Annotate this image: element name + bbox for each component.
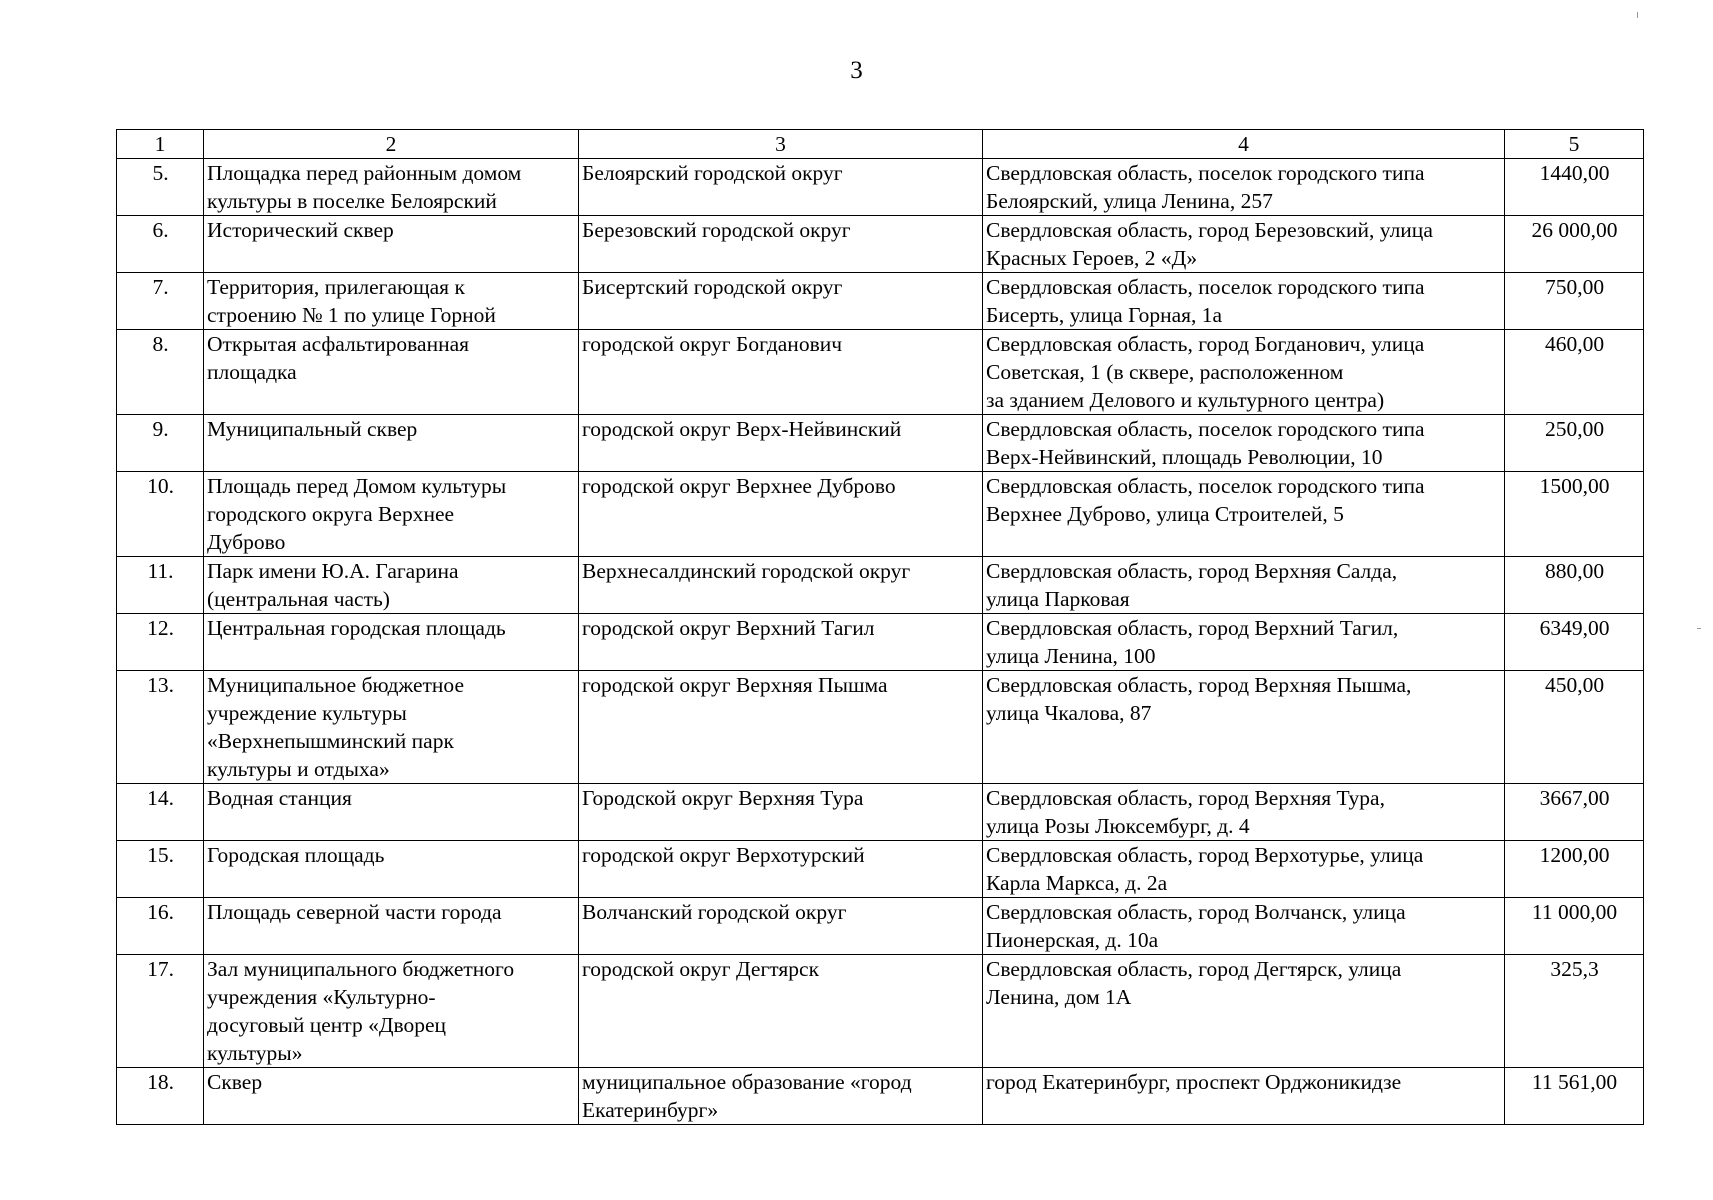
municipality-cell-line: Белоярский городской округ bbox=[582, 161, 843, 185]
object-name-cell-line: Водная станция bbox=[207, 786, 352, 810]
area-cell: 250,00 bbox=[1505, 415, 1644, 472]
municipality-cell bbox=[579, 557, 983, 614]
municipality-cell-line: Городской округ Верхняя Тура bbox=[582, 786, 864, 810]
table-row bbox=[117, 415, 1644, 472]
address-cell bbox=[983, 1068, 1505, 1125]
address-cell-line: Свердловская область, город Дегтярск, улица bbox=[986, 957, 1402, 981]
area-cell: 6349,00 bbox=[1505, 614, 1644, 671]
address-cell-line: улица Парковая bbox=[986, 587, 1130, 611]
address-cell bbox=[983, 330, 1505, 415]
address-cell-line: Свердловская область, поселок городского типа bbox=[986, 474, 1425, 498]
object-name-cell-line: Зал муниципального бюджетного bbox=[207, 957, 515, 981]
address-cell-line: Белоярский, улица Ленина, 257 bbox=[986, 189, 1273, 213]
municipality-cell bbox=[579, 898, 983, 955]
municipality-cell bbox=[579, 159, 983, 216]
object-name-cell-line: Дуброво bbox=[207, 530, 286, 554]
row-number-cell: 16. bbox=[117, 898, 204, 955]
object-name-cell bbox=[204, 557, 579, 614]
row-number-cell: 9. bbox=[117, 415, 204, 472]
municipality-cell-line: городской округ Дегтярск bbox=[582, 957, 820, 981]
row-number-cell: 15. bbox=[117, 841, 204, 898]
object-name-cell bbox=[204, 841, 579, 898]
address-cell bbox=[983, 557, 1505, 614]
row-number-cell: 5. bbox=[117, 159, 204, 216]
row-number-cell: 8. bbox=[117, 330, 204, 415]
address-cell-line: Свердловская область, город Верхняя Пышма, bbox=[986, 673, 1412, 697]
object-name-cell-line: (центральная часть) bbox=[207, 587, 390, 611]
row-number-cell: 10. bbox=[117, 472, 204, 557]
address-cell bbox=[983, 898, 1505, 955]
area-cell: 1500,00 bbox=[1505, 472, 1644, 557]
object-name-cell bbox=[204, 955, 579, 1068]
page-number: 3 bbox=[850, 57, 863, 84]
object-name-cell-line: Центральная городская площадь bbox=[207, 616, 506, 640]
header-cell: 2 bbox=[204, 130, 579, 159]
area-cell: 3667,00 bbox=[1505, 784, 1644, 841]
row-number-cell: 11. bbox=[117, 557, 204, 614]
scan-mark bbox=[1637, 12, 1638, 18]
row-number-cell: 6. bbox=[117, 216, 204, 273]
municipality-cell-line: городской округ Богданович bbox=[582, 332, 843, 356]
municipality-cell-line: Волчанский городской округ bbox=[582, 900, 847, 924]
address-cell-line: Свердловская область, поселок городского типа bbox=[986, 161, 1425, 185]
area-cell: 26 000,00 bbox=[1505, 216, 1644, 273]
municipality-cell-line: Екатеринбург» bbox=[582, 1098, 719, 1122]
object-name-cell-line: учреждения «Культурно- bbox=[207, 985, 436, 1009]
address-cell bbox=[983, 671, 1505, 784]
objects-table bbox=[116, 129, 1644, 1125]
address-cell-line: Ленина, дом 1А bbox=[986, 985, 1132, 1009]
municipality-cell-line: муниципальное образование «город bbox=[582, 1070, 912, 1094]
object-name-cell bbox=[204, 671, 579, 784]
area-cell: 880,00 bbox=[1505, 557, 1644, 614]
table-row bbox=[117, 784, 1644, 841]
address-cell-line: Карла Маркса, д. 2а bbox=[986, 871, 1168, 895]
object-name-cell-line: культуры и отдыха» bbox=[207, 757, 390, 781]
object-name-cell bbox=[204, 216, 579, 273]
municipality-cell bbox=[579, 614, 983, 671]
object-name-cell-line: Открытая асфальтированная bbox=[207, 332, 470, 356]
address-cell-line: Свердловская область, город Волчанск, улица bbox=[986, 900, 1406, 924]
object-name-cell-line: Муниципальный сквер bbox=[207, 417, 418, 441]
object-name-cell bbox=[204, 898, 579, 955]
address-cell bbox=[983, 159, 1505, 216]
address-cell bbox=[983, 273, 1505, 330]
address-cell bbox=[983, 614, 1505, 671]
address-cell bbox=[983, 472, 1505, 557]
object-name-cell-line: Парк имени Ю.А. Гагарина bbox=[207, 559, 459, 583]
object-name-cell bbox=[204, 1068, 579, 1125]
table-row bbox=[117, 557, 1644, 614]
municipality-cell bbox=[579, 1068, 983, 1125]
table-row bbox=[117, 1068, 1644, 1125]
address-cell-line: Свердловская область, город Верхняя Тура, bbox=[986, 786, 1385, 810]
address-cell-line: Свердловская область, поселок городского типа bbox=[986, 275, 1425, 299]
object-name-cell-line: городского округа Верхнее bbox=[207, 502, 455, 526]
header-cell: 3 bbox=[579, 130, 983, 159]
municipality-cell-line: городской округ Верхотурский bbox=[582, 843, 865, 867]
address-cell-line: Советская, 1 (в сквере, расположенном bbox=[986, 360, 1344, 384]
row-number-cell: 12. bbox=[117, 614, 204, 671]
table-row bbox=[117, 472, 1644, 557]
address-cell bbox=[983, 784, 1505, 841]
object-name-cell bbox=[204, 415, 579, 472]
municipality-cell bbox=[579, 671, 983, 784]
address-cell-line: Свердловская область, город Березовский, улица bbox=[986, 218, 1433, 242]
table-row bbox=[117, 216, 1644, 273]
municipality-cell-line: городской округ Верх-Нейвинский bbox=[582, 417, 902, 441]
object-name-cell-line: культуры в поселке Белоярский bbox=[207, 189, 497, 213]
address-cell-line: Свердловская область, город Верхотурье, улица bbox=[986, 843, 1424, 867]
scan-mark bbox=[1697, 628, 1701, 629]
table-row bbox=[117, 955, 1644, 1068]
row-number-cell: 14. bbox=[117, 784, 204, 841]
address-cell bbox=[983, 841, 1505, 898]
object-name-cell-line: строению № 1 по улице Горной bbox=[207, 303, 496, 327]
area-cell: 450,00 bbox=[1505, 671, 1644, 784]
address-cell-line: улица Чкалова, 87 bbox=[986, 701, 1152, 725]
object-name-cell-line: Территория, прилегающая к bbox=[207, 275, 465, 299]
object-name-cell-line: Площадь северной части города bbox=[207, 900, 502, 924]
table-body bbox=[117, 159, 1644, 1125]
row-number-cell: 7. bbox=[117, 273, 204, 330]
address-cell-line: город Екатеринбург, проспект Орджоникидзе bbox=[986, 1070, 1402, 1094]
object-name-cell-line: Муниципальное бюджетное bbox=[207, 673, 464, 697]
address-cell-line: Свердловская область, поселок городского типа bbox=[986, 417, 1425, 441]
municipality-cell-line: Березовский городской округ bbox=[582, 218, 851, 242]
header-cell: 5 bbox=[1505, 130, 1644, 159]
area-cell: 1440,00 bbox=[1505, 159, 1644, 216]
object-name-cell-line: Сквер bbox=[207, 1070, 263, 1094]
address-cell-line: Свердловская область, город Богданович, улица bbox=[986, 332, 1425, 356]
header-cell: 1 bbox=[117, 130, 204, 159]
table-row bbox=[117, 671, 1644, 784]
area-cell: 1200,00 bbox=[1505, 841, 1644, 898]
address-cell-line: за зданием Делового и культурного центра) bbox=[986, 388, 1385, 412]
header-cell: 4 bbox=[983, 130, 1505, 159]
object-name-cell-line: Площадь перед Домом культуры bbox=[207, 474, 507, 498]
object-name-cell-line: Исторический сквер bbox=[207, 218, 394, 242]
table-row bbox=[117, 330, 1644, 415]
municipality-cell bbox=[579, 216, 983, 273]
row-number-cell: 13. bbox=[117, 671, 204, 784]
address-cell-line: Красных Героев, 2 «Д» bbox=[986, 246, 1198, 270]
table-row bbox=[117, 159, 1644, 216]
row-number-cell: 17. bbox=[117, 955, 204, 1068]
address-cell-line: Пионерская, д. 10а bbox=[986, 928, 1159, 952]
municipality-cell bbox=[579, 330, 983, 415]
object-name-cell-line: учреждение культуры bbox=[207, 701, 407, 725]
address-cell bbox=[983, 415, 1505, 472]
area-cell: 11 561,00 bbox=[1505, 1068, 1644, 1125]
municipality-cell bbox=[579, 784, 983, 841]
row-number-cell: 18. bbox=[117, 1068, 204, 1125]
object-name-cell bbox=[204, 159, 579, 216]
address-cell-line: улица Ленина, 100 bbox=[986, 644, 1156, 668]
object-name-cell-line: досуговый центр «Дворец bbox=[207, 1013, 447, 1037]
area-cell: 460,00 bbox=[1505, 330, 1644, 415]
table-header-row bbox=[117, 130, 1644, 159]
municipality-cell-line: городской округ Верхний Тагил bbox=[582, 616, 875, 640]
municipality-cell bbox=[579, 955, 983, 1068]
address-cell-line: Свердловская область, город Верхняя Салда, bbox=[986, 559, 1398, 583]
address-cell-line: Верхнее Дуброво, улица Строителей, 5 bbox=[986, 502, 1344, 526]
table-row bbox=[117, 898, 1644, 955]
object-name-cell bbox=[204, 472, 579, 557]
area-cell: 750,00 bbox=[1505, 273, 1644, 330]
municipality-cell bbox=[579, 415, 983, 472]
area-cell: 325,3 bbox=[1505, 955, 1644, 1068]
table-row bbox=[117, 273, 1644, 330]
address-cell-line: улица Розы Люксембург, д. 4 bbox=[986, 814, 1250, 838]
object-name-cell bbox=[204, 784, 579, 841]
object-name-cell-line: Городская площадь bbox=[207, 843, 385, 867]
address-cell-line: Свердловская область, город Верхний Тагил, bbox=[986, 616, 1399, 640]
table-row bbox=[117, 614, 1644, 671]
municipality-cell bbox=[579, 472, 983, 557]
municipality-cell-line: городской округ Верхнее Дуброво bbox=[582, 474, 896, 498]
object-name-cell-line: площадка bbox=[207, 360, 297, 384]
object-name-cell-line: культуры» bbox=[207, 1041, 303, 1065]
object-name-cell bbox=[204, 614, 579, 671]
table-row bbox=[117, 841, 1644, 898]
object-name-cell-line: Площадка перед районным домом bbox=[207, 161, 522, 185]
municipality-cell-line: Верхнесалдинский городской округ bbox=[582, 559, 911, 583]
municipality-cell-line: Бисертский городской округ bbox=[582, 275, 843, 299]
address-cell-line: Верх-Нейвинский, площадь Революции, 10 bbox=[986, 445, 1383, 469]
object-name-cell bbox=[204, 273, 579, 330]
municipality-cell bbox=[579, 841, 983, 898]
object-name-cell-line: «Верхнепышминский парк bbox=[207, 729, 454, 753]
address-cell bbox=[983, 216, 1505, 273]
municipality-cell-line: городской округ Верхняя Пышма bbox=[582, 673, 888, 697]
address-cell-line: Бисерть, улица Горная, 1а bbox=[986, 303, 1223, 327]
address-cell bbox=[983, 955, 1505, 1068]
object-name-cell bbox=[204, 330, 579, 415]
municipality-cell bbox=[579, 273, 983, 330]
area-cell: 11 000,00 bbox=[1505, 898, 1644, 955]
